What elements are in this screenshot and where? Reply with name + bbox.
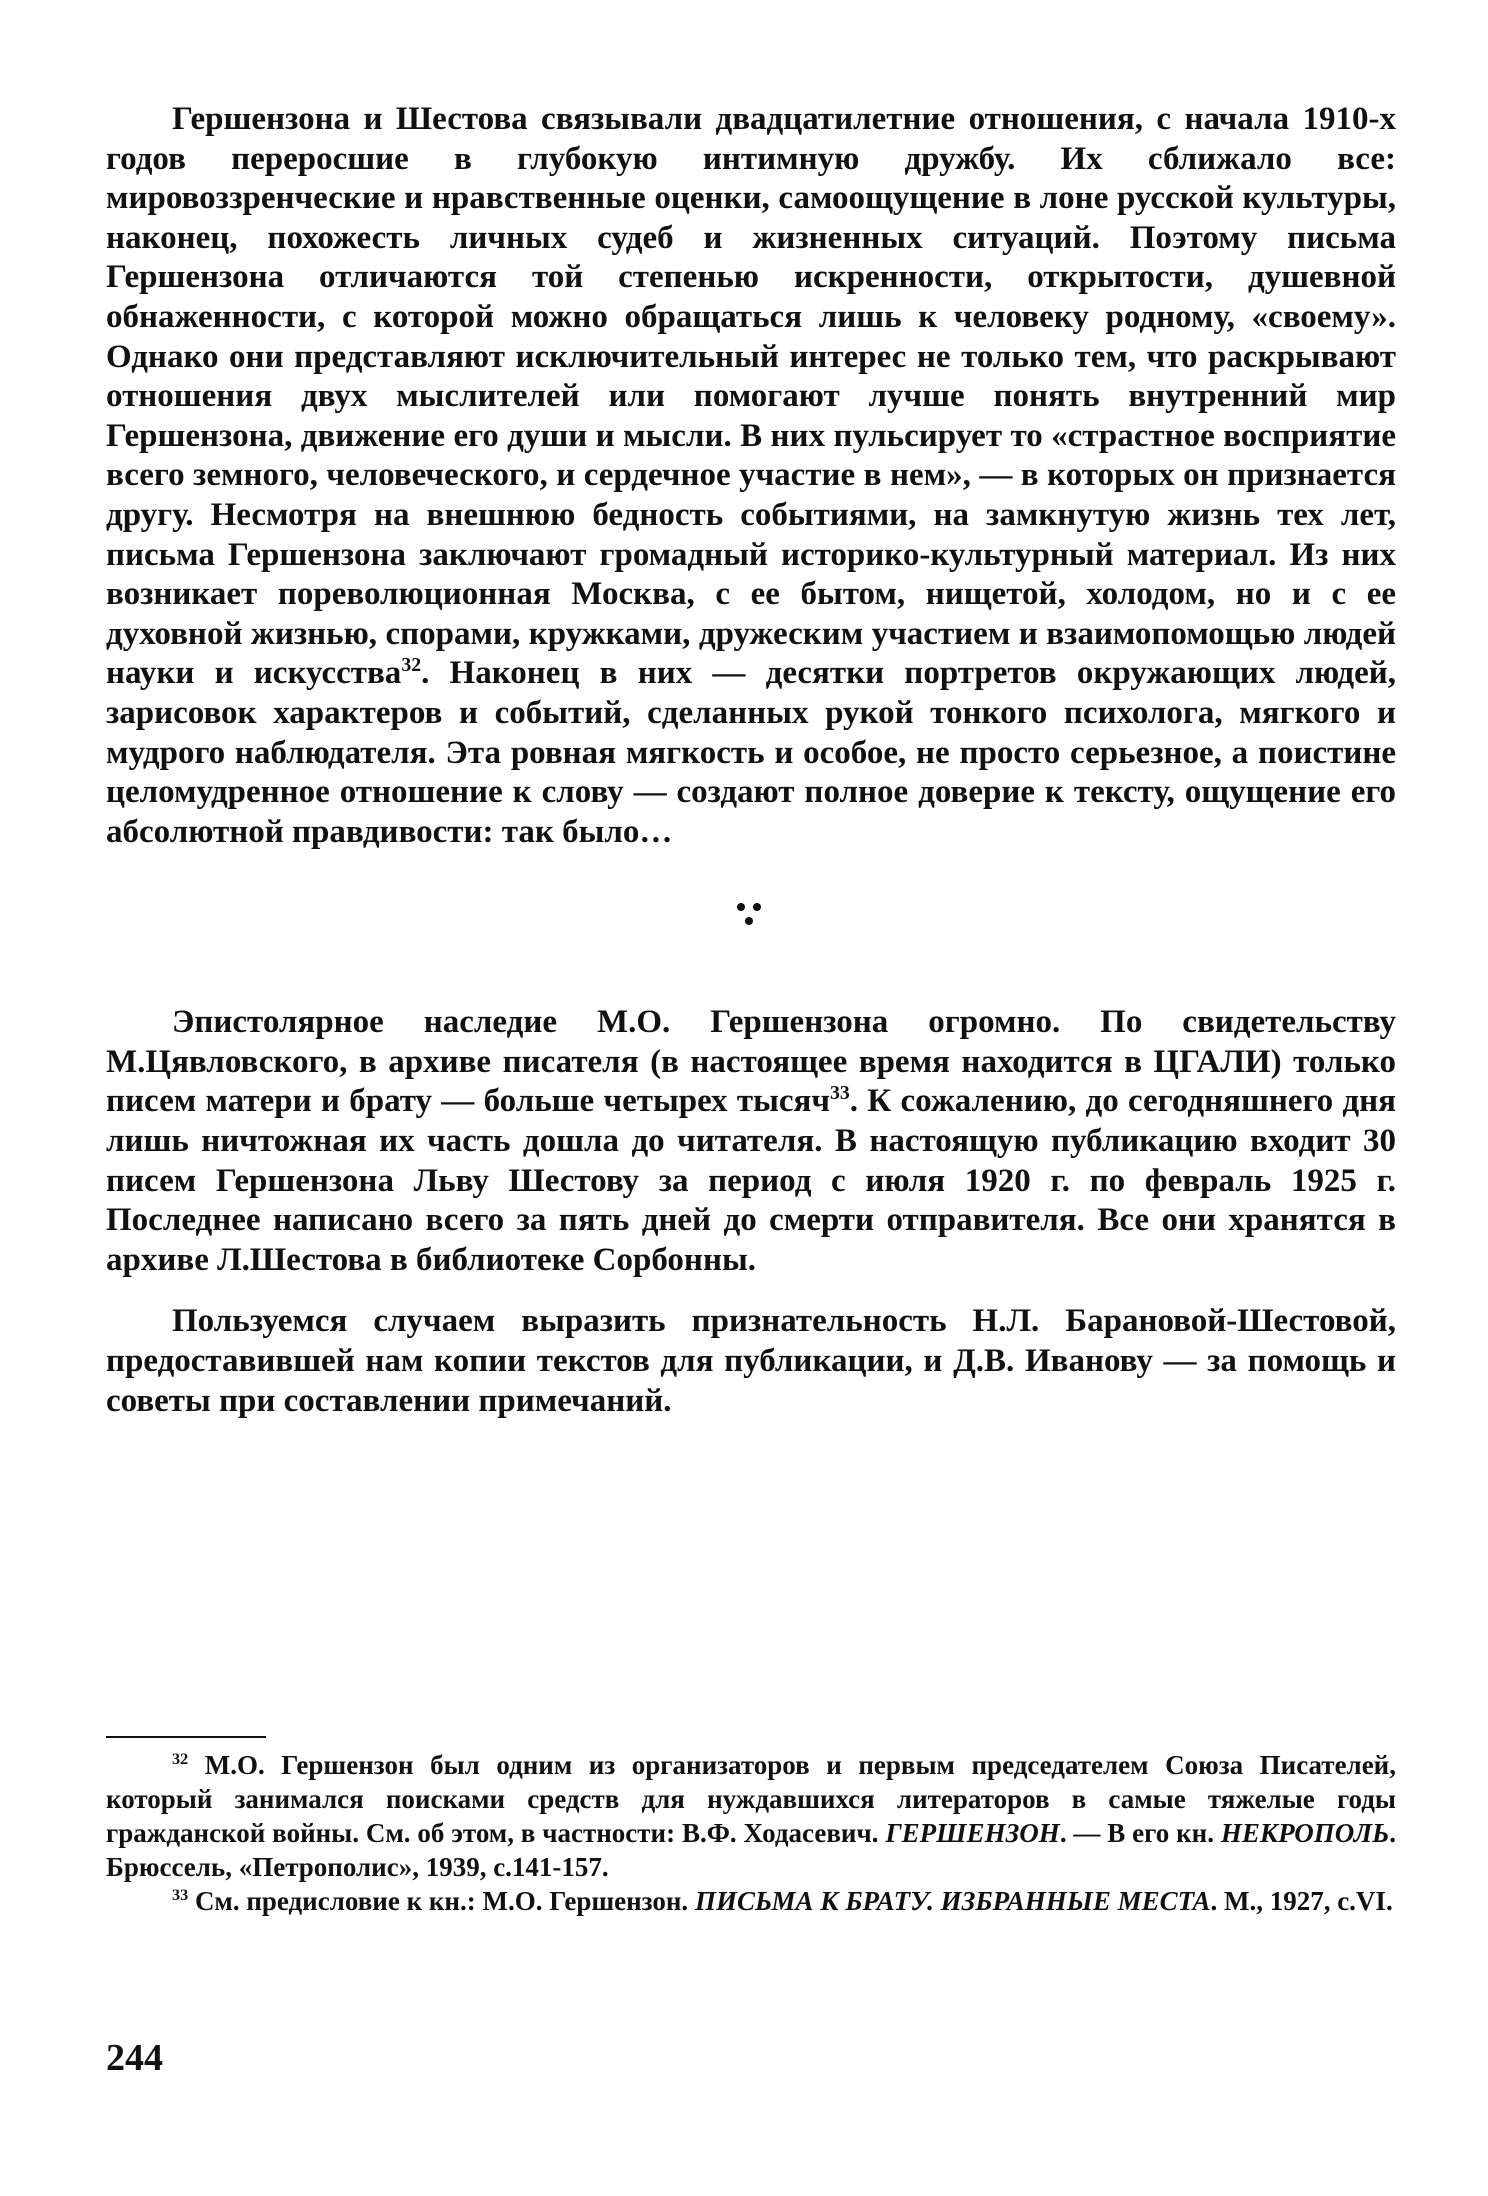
paragraph-1-text-b: . Наконец в них — десятки портретов окружающих людей, зарисовок характеров и событий, сделанных рукой тонкого психолога, мягкого и мудрого наблюдателя. Эта ровная мягкость и особое, не просто серьезное, а поистине целомудренное отношение к слову — создают полное доверие к тексту, ощущение его абсолютной правдивости: так было… <box>106 655 1396 850</box>
footnote-32-text-b: . — В его кн. <box>1059 1818 1221 1848</box>
footnote-ref-32: 32 <box>401 654 422 677</box>
paragraph-1-text-a: Гершензона и Шестова связывали двадцатилетние отношения, с начала 1910-х годов переросшие в глубокую интимную дружбу. Их сближало все: мировоззренческие и нравственные оценки, самоощущение в лоне русской культуры, наконец, похожесть личных судеб и жизненных ситуаций. Поэтому письма Гершензона отличаются той степенью искренности, открытости, душевной обнаженности, с которой можно обращаться лишь к человеку родному, «своему». Однако они представляют исключительный интерес не только тем, что раскрывают отношения двух мыслителей или помогают лучше понять внутренний мир Гершензона, движение его души и мысли. В них пульсирует то «страстное восприятие всего земного, человеческого, и сердечное участие в нем», — в которых он признается другу. Несмотря на внешнюю бедность событиями, на замкнутую жизнь тех лет, письма Гершензона заключают громадный историко-культурный материал. Из них возникает пореволюционная Москва, с ее бытом, нищетой, холодом, но и с ее духовной жизнью, спорами, кружками, дружеским участием и взаимопомощью людей науки и искусства <box>106 101 1396 692</box>
footnote-32-text-c: . Брюссель, «Петрополис», 1939, с.141-157. <box>106 1818 1396 1882</box>
footnotes <box>106 1748 1396 1918</box>
footnote-32-number: 32 <box>172 1750 189 1768</box>
paragraph-2-text-a: Эпистолярное наследие М.О. Гершензона огромно. По свидетельству М.Цявловского, в архиве писателя (в настоящее время находится в ЦГАЛИ) только писем матери и брату — больше четырех тысяч <box>106 1004 1396 1120</box>
footnote-33-text-a: См. предисловие к кн.: М.О. Гершензон. <box>188 1886 695 1916</box>
footnote-32-title-2: НЕКРОПОЛЬ <box>1220 1818 1390 1848</box>
footnote-separator <box>106 1736 266 1738</box>
footnote-32-title-1: ГЕРШЕНЗОН <box>885 1818 1060 1848</box>
footnote-33-text-b: . М., 1927, с.VI. <box>1210 1886 1393 1916</box>
footnote-32-text-a: М.О. Гершензон был одним из организаторов и первым председателем Союза Писателей, который занимался поисками средств для нуждавшихся литераторов в самые тяжелые годы гражданской войны. См. об этом, в частности: В.Ф. Ходасевич. <box>106 1750 1396 1848</box>
footnote-32 <box>106 1748 1396 1884</box>
footnote-ref-33: 33 <box>829 1082 850 1105</box>
paragraph-2-text-b: . К сожалению, до сегодняшнего дня лишь ничтожная их часть дошла до читателя. В настоящую публикацию входит 30 писем Гершензона Льву Шестову за период с июля 1920 г. по февраль 1925 г. Последнее написано всего за пять дней до смерти отправителя. Все они хранятся в архиве Л.Шестова в библиотеке Сорбонны. <box>106 1083 1396 1278</box>
paragraph-2 <box>106 1003 1396 1280</box>
paragraph-1 <box>106 100 1396 852</box>
footnote-33-number: 33 <box>172 1886 189 1904</box>
section-divider-ornament <box>731 897 771 937</box>
main-text <box>106 100 1396 1421</box>
footnote-33 <box>106 1884 1396 1918</box>
footnote-33-title: ПИСЬМА К БРАТУ. ИЗБРАННЫЕ МЕСТА <box>694 1886 1211 1916</box>
paragraph-3: Пользуемся случаем выразить признательность Н.Л. Барановой-Шестовой, предоставившей нам копии текстов для публикации, и Д.В. Иванову — за помощь и советы при составлении примечаний. <box>106 1303 1396 1419</box>
page-number: 244 <box>106 2037 163 2079</box>
